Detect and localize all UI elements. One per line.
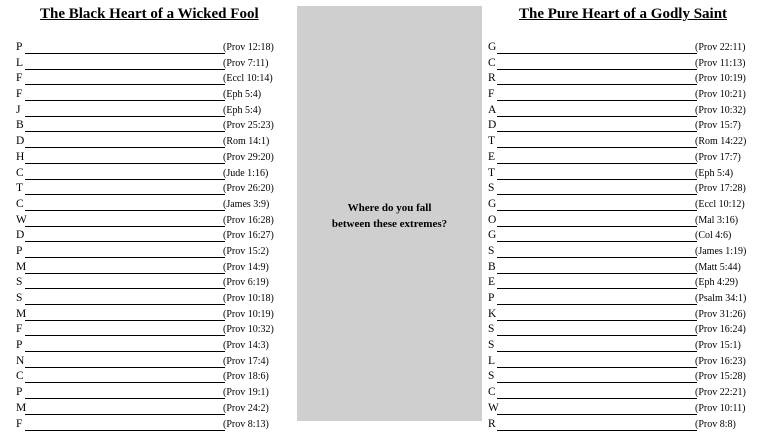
fill-in-blank-line[interactable]: [497, 163, 697, 164]
fill-in-blank-line[interactable]: [497, 226, 697, 227]
item-letter: F: [16, 323, 23, 336]
fill-in-blank-line[interactable]: [25, 288, 225, 289]
item-letter: W: [16, 213, 27, 226]
fill-in-blank-line[interactable]: [25, 116, 225, 117]
fill-in-blank-line[interactable]: [497, 430, 697, 431]
scripture-reference: (Prov 10:32): [223, 324, 274, 336]
item-letter: G: [488, 197, 497, 210]
scripture-reference: (Mal 3:16): [695, 214, 739, 226]
item-letter: A: [488, 103, 497, 116]
item-letter: B: [488, 260, 496, 273]
item-letter: C: [16, 370, 24, 383]
item-letter: E: [488, 150, 496, 163]
scripture-reference: (Psalm 34:1): [695, 293, 747, 304]
item-letter: F: [488, 88, 495, 101]
scripture-reference: (Eph 5:4): [223, 89, 262, 101]
scripture-reference: (Prov 8:13): [223, 418, 269, 430]
scripture-reference: (Prov 22:11): [695, 42, 746, 53]
item-letter: W: [488, 401, 499, 414]
item-letter: S: [488, 339, 495, 352]
item-letter: F: [16, 417, 23, 430]
item-letter: H: [16, 150, 25, 163]
scripture-reference: (Prov 10:19): [223, 308, 274, 320]
fill-in-blank-line[interactable]: [497, 116, 697, 117]
scripture-reference: (Prov 10:32): [695, 104, 746, 116]
scripture-reference: (Col 4:6): [695, 230, 732, 242]
item-letter: M: [16, 307, 27, 320]
fill-in-blank-line[interactable]: [497, 335, 697, 336]
fill-in-blank-line[interactable]: [497, 241, 697, 242]
fill-in-blank-line[interactable]: [497, 100, 697, 101]
item-letter: T: [488, 166, 496, 179]
scripture-reference: (Prov 6:19): [223, 277, 269, 289]
scripture-reference: (Matt 5:44): [695, 261, 741, 273]
item-letter: T: [16, 182, 24, 195]
scripture-reference: (Prov 29:20): [223, 151, 274, 163]
item-letter: F: [16, 88, 23, 101]
scripture-reference: (Eccl 10:14): [223, 73, 273, 85]
scripture-reference: (Prov 16:27): [223, 230, 274, 242]
scripture-reference: (Prov 17:4): [223, 355, 269, 367]
fill-in-blank-line[interactable]: [25, 69, 225, 70]
fill-in-blank-line[interactable]: [25, 335, 225, 336]
item-letter: S: [488, 182, 495, 195]
scripture-reference: (Prov 10:19): [695, 73, 746, 85]
fill-in-blank-line[interactable]: [497, 288, 697, 289]
fill-in-blank-line[interactable]: [497, 147, 697, 148]
item-letter: D: [16, 229, 25, 242]
item-letter: P: [16, 339, 23, 352]
item-letter: J: [16, 103, 21, 116]
item-letter: S: [488, 244, 495, 257]
scripture-reference: (Prov 19:1): [223, 387, 269, 399]
item-letter: L: [488, 354, 496, 367]
center-panel: [297, 6, 482, 421]
scripture-reference: (Prov 26:20): [223, 183, 274, 195]
scripture-reference: (Rom 14:1): [223, 136, 270, 148]
fill-in-blank-line[interactable]: [25, 398, 225, 399]
scripture-reference: (Prov 31:26): [695, 308, 746, 320]
center-question-line-1: Where do you fall: [347, 201, 432, 214]
fill-in-blank-line[interactable]: [497, 398, 697, 399]
scripture-reference: (Prov 11:13): [695, 57, 746, 69]
scripture-reference: (Prov 16:23): [695, 355, 746, 367]
scripture-reference: (Prov 14:9): [223, 261, 269, 273]
item-letter: M: [16, 260, 27, 273]
scripture-reference: (James 3:9): [223, 198, 270, 210]
fill-in-blank-line[interactable]: [497, 69, 697, 70]
item-letter: E: [488, 276, 496, 289]
fill-in-blank-line[interactable]: [25, 304, 225, 305]
fill-in-blank-line[interactable]: [25, 147, 225, 148]
item-letter: S: [488, 323, 495, 336]
scripture-reference: (Prov 22:21): [695, 387, 746, 399]
fill-in-blank-line[interactable]: [497, 210, 697, 211]
scripture-reference: (Rom 14:22): [695, 136, 747, 148]
fill-in-blank-line[interactable]: [25, 367, 225, 368]
fill-in-blank-line[interactable]: [497, 53, 697, 54]
item-letter: D: [488, 119, 497, 132]
scripture-reference: (Eph 4:29): [695, 277, 739, 289]
scripture-reference: (Prov 16:24): [695, 324, 746, 336]
fill-in-blank-line[interactable]: [497, 414, 697, 415]
scripture-reference: (Prov 15:2): [223, 245, 269, 257]
fill-in-blank-line[interactable]: [25, 131, 225, 132]
fill-in-blank-line[interactable]: [25, 257, 225, 258]
item-letter: R: [488, 72, 496, 85]
item-letter: S: [16, 292, 23, 304]
fill-in-blank-line[interactable]: [25, 241, 225, 242]
right-column-title: The Pure Heart of a Godly Saint: [519, 6, 728, 22]
fill-in-blank-line[interactable]: [25, 273, 225, 274]
scripture-reference: (Prov 7:11): [223, 57, 269, 69]
item-letter: C: [488, 56, 496, 69]
fill-in-blank-line[interactable]: [497, 84, 697, 85]
item-letter: P: [16, 41, 23, 53]
scripture-reference: (Prov 24:2): [223, 402, 269, 414]
fill-in-blank-line[interactable]: [25, 414, 225, 415]
fill-in-blank-line[interactable]: [25, 351, 225, 352]
fill-in-blank-line[interactable]: [497, 304, 697, 305]
scripture-reference: (Prov 17:7): [695, 151, 741, 163]
item-letter: L: [16, 56, 24, 69]
scripture-reference: (Prov 14:3): [223, 340, 269, 352]
scripture-reference: (Prov 15:1): [695, 340, 741, 352]
item-letter: P: [16, 244, 23, 257]
item-letter: O: [488, 213, 497, 226]
center-question: [332, 200, 447, 232]
item-letter: P: [16, 386, 23, 399]
fill-in-blank-line[interactable]: [25, 100, 225, 101]
fill-in-blank-line[interactable]: [25, 210, 225, 211]
item-letter: F: [16, 72, 23, 85]
fill-in-blank-line[interactable]: [497, 351, 697, 352]
item-letter: C: [16, 166, 24, 179]
scripture-reference: (Prov 15:7): [695, 120, 741, 132]
fill-in-blank-line[interactable]: [25, 382, 225, 383]
scripture-reference: (Prov 10:21): [695, 89, 746, 101]
item-letter: T: [488, 135, 496, 148]
scripture-reference: (Prov 18:6): [223, 371, 269, 383]
item-letter: R: [488, 417, 496, 430]
scripture-reference: (Jude 1:16): [223, 167, 269, 179]
item-letter: D: [16, 135, 25, 148]
item-letter: K: [488, 307, 497, 320]
fill-in-blank-line[interactable]: [497, 194, 697, 195]
item-letter: G: [488, 229, 497, 242]
scripture-reference: (Eph 5:4): [695, 167, 734, 179]
fill-in-blank-line[interactable]: [497, 257, 697, 258]
scripture-reference: (Prov 8:8): [695, 418, 736, 430]
item-letter: B: [16, 119, 24, 132]
scripture-reference: (Prov 10:18): [223, 293, 274, 304]
fill-in-blank-line[interactable]: [25, 430, 225, 431]
center-question-line-2: between these extremes?: [331, 217, 448, 230]
item-letter: M: [16, 401, 27, 414]
fill-in-blank-line[interactable]: [25, 163, 225, 164]
item-letter: P: [488, 292, 495, 304]
item-letter: S: [488, 370, 495, 383]
item-letter: C: [488, 386, 496, 399]
scripture-reference: (James 1:19): [695, 245, 747, 257]
scripture-reference: (Prov 10:11): [695, 402, 746, 414]
fill-in-blank-line[interactable]: [25, 320, 225, 321]
fill-in-blank-line[interactable]: [25, 179, 225, 180]
scripture-reference: (Prov 25:23): [223, 120, 274, 132]
scripture-reference: (Eph 5:4): [223, 104, 262, 116]
item-letter: N: [16, 354, 25, 367]
fill-in-blank-line[interactable]: [497, 131, 697, 132]
fill-in-blank-line[interactable]: [497, 273, 697, 274]
fill-in-blank-line[interactable]: [25, 84, 225, 85]
fill-in-blank-line[interactable]: [25, 226, 225, 227]
scripture-reference: (Eccl 10:12): [695, 198, 745, 210]
scripture-reference: (Prov 16:28): [223, 214, 274, 226]
item-letter: G: [488, 41, 497, 53]
fill-in-blank-line[interactable]: [497, 320, 697, 321]
fill-in-blank-line[interactable]: [497, 382, 697, 383]
fill-in-blank-line[interactable]: [25, 53, 225, 54]
fill-in-blank-line[interactable]: [25, 194, 225, 195]
scripture-reference: (Prov 12:18): [223, 42, 274, 53]
item-letter: C: [16, 197, 24, 210]
scripture-reference: (Prov 17:28): [695, 183, 746, 195]
fill-in-blank-line[interactable]: [497, 367, 697, 368]
item-letter: S: [16, 276, 23, 289]
fill-in-blank-line[interactable]: [497, 179, 697, 180]
scripture-reference: (Prov 15:28): [695, 371, 746, 383]
left-column-title: The Black Heart of a Wicked Fool: [40, 6, 259, 22]
